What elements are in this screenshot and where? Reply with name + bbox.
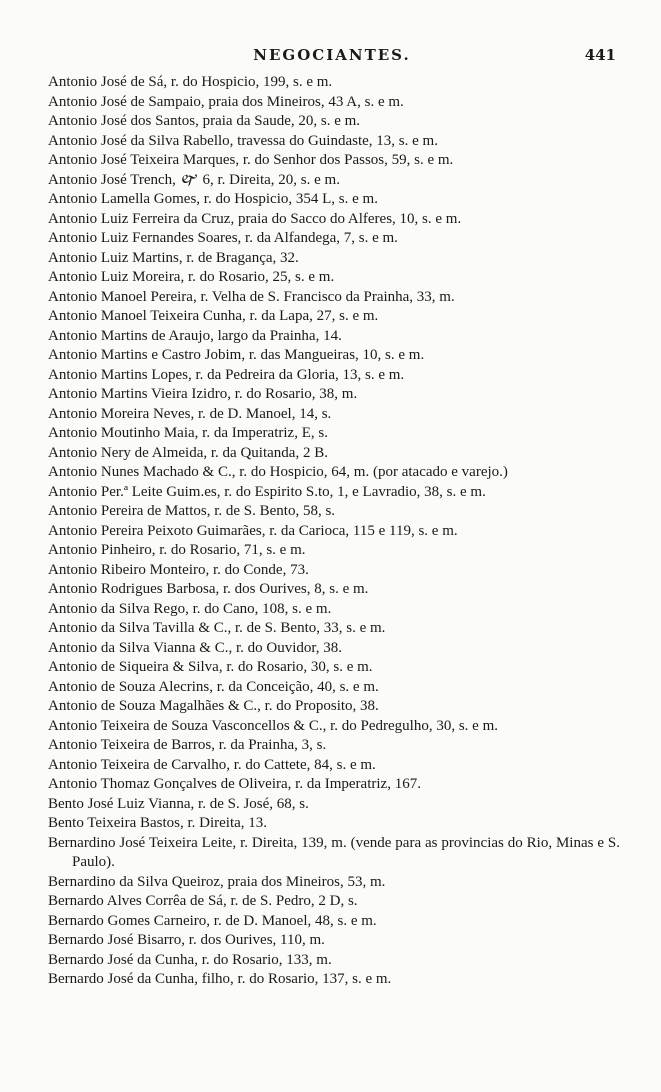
list-item: Bernardo José da Cunha, r. do Rosario, 133, m. bbox=[48, 951, 332, 968]
list-item: Antonio Teixeira de Carvalho, r. do Cattete, 84, s. e m. bbox=[48, 756, 376, 773]
list-item: Bernardino da Silva Queiroz, praia dos Mineiros, 53, m. bbox=[48, 873, 386, 890]
list-item: Antonio Moreira Neves, r. de D. Manoel, 14, s. bbox=[48, 405, 332, 422]
list-item: Antonio Nery de Almeida, r. da Quitanda, 2 B. bbox=[48, 444, 328, 461]
merchant-list bbox=[48, 73, 620, 990]
list-item: Antonio Luiz Ferreira da Cruz, praia do Sacco do Alferes, 10, s. e m. bbox=[48, 210, 462, 227]
list-item: Antonio Pereira de Mattos, r. de S. Bento, 58, s. bbox=[48, 503, 336, 519]
list-item: Antonio Martins e Castro Jobim, r. das Mangueiras, 10, s. e m. bbox=[48, 347, 425, 363]
page-header bbox=[48, 46, 616, 68]
list-item: Antonio José Trench, 🙰 6, r. Direita, 20, s. e m. bbox=[48, 171, 340, 188]
list-item: Antonio José da Silva Rabello, travessa do Guindaste, 13, s. e m. bbox=[48, 132, 438, 149]
list-item: Antonio Pinheiro, r. do Rosario, 71, s. e m. bbox=[48, 542, 306, 558]
page-number: 441 bbox=[584, 46, 616, 64]
list-item: Antonio de Souza Magalhães & C., r. do Proposito, 38. bbox=[48, 698, 379, 714]
list-item: Antonio Teixeira de Barros, r. da Prainha, 3, s. bbox=[48, 737, 327, 753]
list-item: Antonio José dos Santos, praia da Saude, 20, s. e m. bbox=[48, 113, 361, 129]
list-item: Antonio Ribeiro Monteiro, r. do Conde, 73. bbox=[48, 561, 309, 578]
list-item: Bernardo Gomes Carneiro, r. de D. Manoel, 48, s. e m. bbox=[48, 912, 377, 929]
list-item: Antonio Martins Vieira Izidro, r. do Rosario, 38, m. bbox=[48, 386, 358, 402]
list-item: Bento José Luiz Vianna, r. de S. José, 68, s. bbox=[48, 795, 309, 812]
list-item: Antonio José Teixeira Marques, r. do Senhor dos Passos, 59, s. e m. bbox=[48, 152, 454, 168]
list-item: Antonio Pereira Peixoto Guimarães, r. da Carioca, 115 e 119, s. e m. bbox=[48, 522, 458, 539]
list-item: Antonio da Silva Vianna & C., r. do Ouvidor, 38. bbox=[48, 639, 343, 656]
list-item: Bernardino José Teixeira Leite, r. Direita, 139, m. (vende para as provincias do Rio, Minas e S. Paulo). bbox=[48, 834, 620, 870]
list-item: Antonio Thomaz Gonçalves de Oliveira, r. da Imperatriz, 167. bbox=[48, 776, 421, 792]
list-item: Antonio de Souza Alecrins, r. da Conceição, 40, s. e m. bbox=[48, 678, 379, 695]
list-item: Antonio da Silva Rego, r. do Cano, 108, s. e m. bbox=[48, 600, 332, 617]
list-item: Antonio Teixeira de Souza Vasconcellos & C., r. do Pedregulho, 30, s. e m. bbox=[48, 717, 498, 734]
list-item: Bernardo José Bisarro, r. dos Ourives, 110, m. bbox=[48, 932, 325, 948]
list-item: Bernardo Alves Corrêa de Sá, r. de S. Pedro, 2 D, s. bbox=[48, 893, 358, 909]
list-item: Antonio Luiz Fernandes Soares, r. da Alfandega, 7, s. e m. bbox=[48, 230, 398, 246]
list-item: Antonio José de Sampaio, praia dos Mineiros, 43 A, s. e m. bbox=[48, 93, 404, 110]
list-item: Antonio da Silva Tavilla & C., r. de S. Bento, 33, s. e m. bbox=[48, 620, 386, 636]
list-item: Antonio Luiz Moreira, r. do Rosario, 25, s. e m. bbox=[48, 269, 335, 285]
list-item: Antonio Per.ª Leite Guim.es, r. do Espirito S.to, 1, e Lavradio, 38, s. e m. bbox=[48, 483, 486, 500]
list-item: Bernardo José da Cunha, filho, r. do Rosario, 137, s. e m. bbox=[48, 971, 392, 987]
list-item: Antonio Martins Lopes, r. da Pedreira da Gloria, 13, s. e m. bbox=[48, 366, 405, 383]
list-item: Antonio Lamella Gomes, r. do Hospicio, 354 L, s. e m. bbox=[48, 191, 378, 207]
list-item: Antonio Nunes Machado & C., r. do Hospicio, 64, m. (por atacado e varejo.) bbox=[48, 464, 508, 480]
list-item: Bento Teixeira Bastos, r. Direita, 13. bbox=[48, 815, 268, 831]
list-item: Antonio Rodrigues Barbosa, r. dos Ourives, 8, s. e m. bbox=[48, 581, 369, 597]
list-item: Antonio Moutinho Maia, r. da Imperatriz, E, s. bbox=[48, 425, 328, 441]
list-item: Antonio de Siqueira & Silva, r. do Rosario, 30, s. e m. bbox=[48, 659, 373, 675]
list-item: Antonio Martins de Araujo, largo da Prainha, 14. bbox=[48, 327, 342, 344]
list-item: Antonio Manoel Teixeira Cunha, r. da Lapa, 27, s. e m. bbox=[48, 308, 379, 324]
list-item: Antonio Manoel Pereira, r. Velha de S. Francisco da Prainha, 33, m. bbox=[48, 288, 455, 305]
list-item: Antonio José de Sá, r. do Hospicio, 199, s. e m. bbox=[48, 74, 333, 90]
running-title: NEGOCIANTES. bbox=[253, 46, 411, 64]
list-item: Antonio Luiz Martins, r. de Bragança, 32. bbox=[48, 249, 299, 266]
